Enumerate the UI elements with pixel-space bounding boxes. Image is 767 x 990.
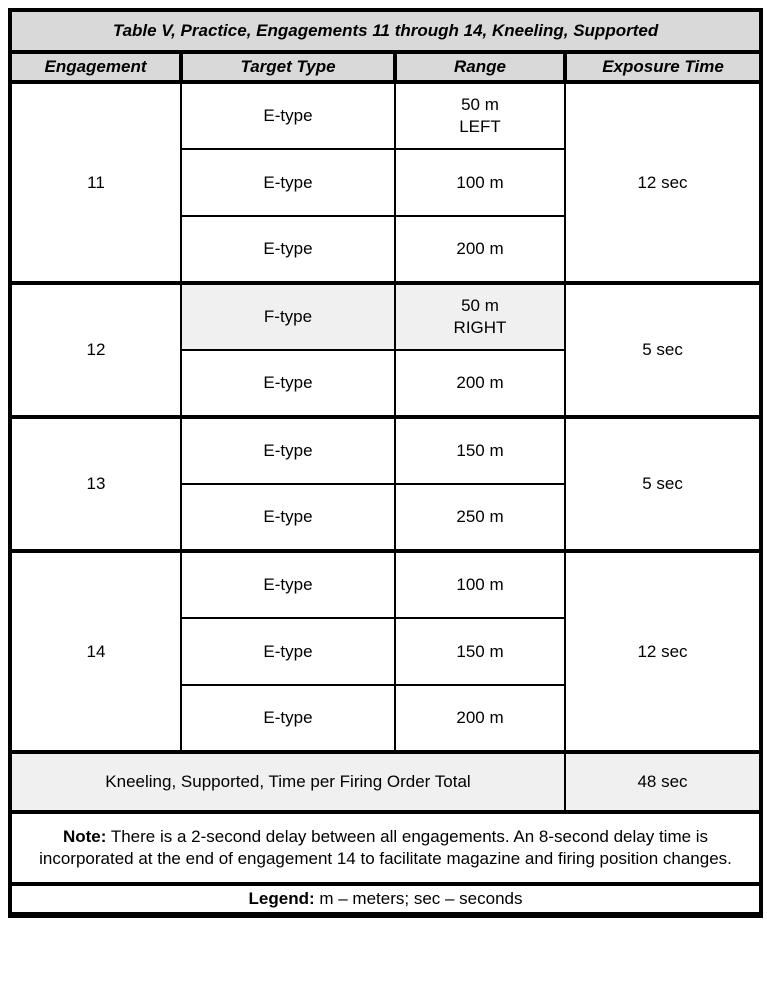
engagement-number-cell: 14 xyxy=(10,551,181,752)
engagement-number-cell: 12 xyxy=(10,283,181,417)
range-cell: 150 m xyxy=(395,618,565,685)
column-header-engagement: Engagement xyxy=(10,52,181,82)
target-type-cell: E-type xyxy=(181,216,395,283)
range-cell: 200 m xyxy=(395,216,565,283)
exposure-time-cell: 5 sec xyxy=(565,283,761,417)
range-cell xyxy=(395,283,565,350)
engagement-number-cell: 13 xyxy=(10,417,181,551)
note-cell xyxy=(10,812,761,884)
legend-label: Legend: xyxy=(248,889,315,909)
target-type-cell: E-type xyxy=(181,417,395,484)
practice-table-v xyxy=(8,8,763,918)
range-cell: 100 m xyxy=(395,551,565,618)
column-header-range: Range xyxy=(395,52,565,82)
range-cell: 200 m xyxy=(395,685,565,752)
target-type-cell: E-type xyxy=(181,685,395,752)
legend-row xyxy=(10,884,761,915)
engagement-number-cell: 11 xyxy=(10,82,181,283)
range-cell: 200 m xyxy=(395,350,565,417)
exposure-time-cell: 12 sec xyxy=(565,551,761,752)
range-direction: RIGHT xyxy=(453,318,507,338)
exposure-time-cell: 12 sec xyxy=(565,82,761,283)
range-cell: 100 m xyxy=(395,149,565,216)
range-cell xyxy=(395,82,565,149)
range-cell: 250 m xyxy=(395,484,565,551)
table-title: Table V, Practice, Engagements 11 through 14, Kneeling, Supported xyxy=(10,10,761,52)
range-cell: 150 m xyxy=(395,417,565,484)
header-row xyxy=(10,52,761,82)
legend-cell xyxy=(10,884,761,915)
note-label: Note: xyxy=(62,827,107,846)
table-row xyxy=(10,417,761,484)
target-type-cell: E-type xyxy=(181,82,395,149)
range-direction: LEFT xyxy=(459,117,501,137)
target-type-cell: E-type xyxy=(181,350,395,417)
range-distance: 50 m xyxy=(461,95,499,114)
target-type-cell: E-type xyxy=(181,551,395,618)
target-type-cell: F-type xyxy=(181,283,395,350)
note-text: There is a 2-second delay between all engagements. An 8-second delay time is incorporated at the end of engagement 14 to facilitate magazine and firing position changes. xyxy=(39,827,732,869)
target-type-cell: E-type xyxy=(181,618,395,685)
exposure-time-cell: 5 sec xyxy=(565,417,761,551)
total-label: Kneeling, Supported, Time per Firing Order Total xyxy=(10,752,565,812)
total-row xyxy=(10,752,761,812)
legend-text: m – meters; sec – seconds xyxy=(319,889,523,909)
column-header-target-type: Target Type xyxy=(181,52,395,82)
column-header-exposure-time: Exposure Time xyxy=(565,52,761,82)
table-row xyxy=(10,82,761,149)
note-row xyxy=(10,812,761,884)
range-distance: 50 m xyxy=(461,296,499,315)
table-row xyxy=(10,283,761,350)
target-type-cell: E-type xyxy=(181,149,395,216)
target-type-cell: E-type xyxy=(181,484,395,551)
total-value: 48 sec xyxy=(565,752,761,812)
table-row xyxy=(10,551,761,618)
